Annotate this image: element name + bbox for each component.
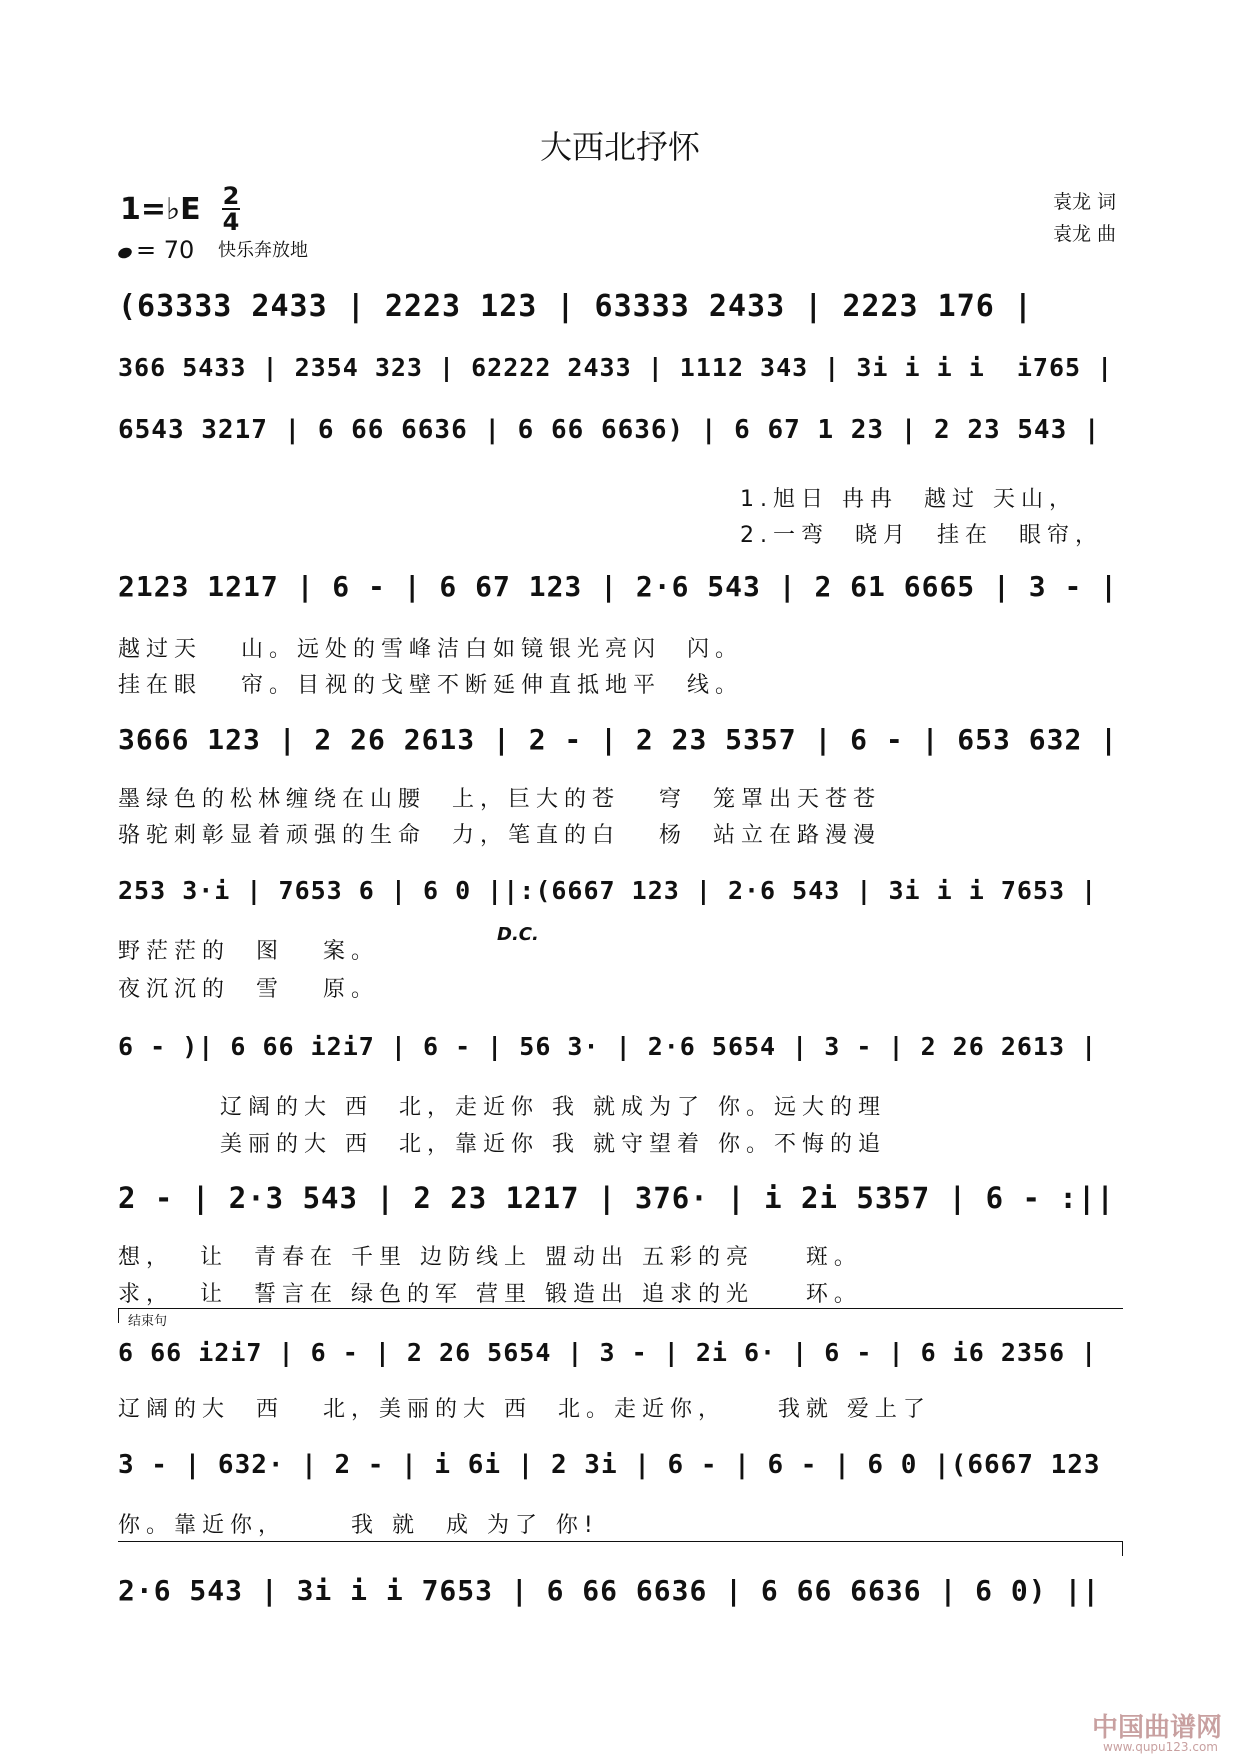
dc-mark: D.C. bbox=[497, 924, 539, 945]
notation-row-2 bbox=[118, 345, 1122, 391]
notation-row-3 bbox=[118, 407, 1122, 453]
notation-row-8 bbox=[118, 1175, 1122, 1221]
notation-text: 6 66 i2i7 | 6 - | 2 26 5654 | 3 - | 2i 6· | 6 - | 6 i6 2356 | bbox=[118, 1338, 1098, 1367]
lyric-verse-1-line: 1.旭日 冉冉 越过 天山， bbox=[740, 487, 1077, 512]
coda-label: 结束句 bbox=[128, 1314, 168, 1329]
notation-row-5 bbox=[118, 717, 1122, 763]
tempo-value: = 70 bbox=[136, 236, 195, 264]
notation-text: 366 5433 | 2354 323 | 62222 2433 | 1112 343 | 3i i i i i765 | bbox=[118, 353, 1114, 382]
site-watermark-url: www.qupu123.com bbox=[1103, 1740, 1218, 1754]
notation-text: 253 3·i | 7653 6 | 6 0 ||:(6667 123 | 2·6 543 | 3i i i 7653 | bbox=[118, 876, 1098, 905]
notation-row-11 bbox=[118, 1568, 1122, 1614]
notation-text: 3 - | 632· | 2 - | i 6i | 2 3i | 6 - | 6 - | 6 0 |(6667 123 bbox=[118, 1450, 1101, 1480]
song-title: 大西北抒怀 bbox=[539, 128, 700, 166]
notation-row-7 bbox=[118, 1024, 1122, 1070]
notation-row-10 bbox=[118, 1442, 1122, 1488]
notation-text: 6 - )| 6 66 i2i7 | 6 - | 56 3· | 2·6 5654 | 3 - | 2 26 2613 | bbox=[118, 1032, 1098, 1061]
time-signature-bottom: 4 bbox=[222, 208, 240, 236]
lyricist-credit: 袁龙 词 bbox=[1052, 191, 1116, 213]
lyric-verse-1-line: 越过天 山。远处的雪峰洁白如镜银光亮闪 闪。 bbox=[118, 637, 743, 662]
time-signature-top: 2 bbox=[222, 182, 240, 210]
lyric-verse-2-line: 夜沉沉的 雪 原。 bbox=[118, 977, 379, 1002]
credits bbox=[1053, 186, 1116, 250]
notation-text: 2 - | 2·3 543 | 2 23 1217 | 376· | i 2i 5357 | 6 - :|| bbox=[118, 1181, 1115, 1215]
lyric-verse-1-line: 想， 让 青春在 千里 边防线上 盟动出 五彩的亮 斑。 bbox=[118, 1245, 862, 1270]
notation-text: (63333 2433 | 2223 123 | 63333 2433 | 2223 176 | bbox=[118, 289, 1033, 324]
lyric-verse-2-line: 骆驼刺彰显着顽强的生命 力，笔直的白 杨 站立在路漫漫 bbox=[118, 823, 881, 848]
time-signature bbox=[222, 184, 240, 234]
composer-credit: 袁龙 曲 bbox=[1052, 223, 1116, 245]
notation-row-9 bbox=[118, 1330, 1122, 1376]
lyric-verse-1-line: 辽阔的大 西 北，走近你 我 就成为了 你。远大的理 bbox=[220, 1095, 886, 1120]
notation-row-1 bbox=[118, 284, 1122, 330]
key-signature: 1=♭E bbox=[120, 192, 201, 227]
notation-row-6 bbox=[118, 868, 1122, 914]
quarter-note-icon bbox=[117, 246, 134, 260]
notation-text: 6543 3217 | 6 66 6636 | 6 66 6636) | 6 67 1 23 | 2 23 543 | bbox=[118, 415, 1101, 445]
lyric-verse-2-line: 美丽的大 西 北，靠近你 我 就守望着 你。不悔的追 bbox=[220, 1132, 886, 1157]
lyric-coda-line: 你。靠近你， 我 就 成 为了 你! bbox=[118, 1513, 599, 1538]
notation-text: 3666 123 | 2 26 2613 | 2 - | 2 23 5357 | 6 - | 653 632 | bbox=[118, 723, 1119, 756]
ending-bracket bbox=[118, 1541, 1123, 1556]
tempo-marking bbox=[118, 236, 194, 264]
notation-row-4 bbox=[118, 564, 1122, 610]
lyric-verse-1-line: 野茫茫的 图 案。 bbox=[118, 939, 379, 964]
notation-text: 2123 1217 | 6 - | 6 67 123 | 2·6 543 | 2 61 6665 | 3 - | bbox=[118, 570, 1119, 603]
lyric-verse-2-line: 2.一弯 晓月 挂在 眼帘， bbox=[740, 523, 1103, 548]
coda-bracket bbox=[118, 1308, 1123, 1323]
notation-text: 2·6 543 | 3i i i 7653 | 6 66 6636 | 6 66 6636 | 6 0) || bbox=[118, 1574, 1101, 1607]
lyric-verse-2-line: 求， 让 誓言在 绿色的军 营里 锻造出 追求的光 环。 bbox=[118, 1282, 862, 1307]
site-watermark: 中国曲谱网 bbox=[1091, 1713, 1222, 1743]
lyric-verse-1-line: 墨绿色的松林缠绕在山腰 上，巨大的苍 穹 笼罩出天苍苍 bbox=[118, 787, 881, 812]
expression-marking: 快乐奔放地 bbox=[218, 240, 308, 261]
lyric-verse-2-line: 挂在眼 帘。目视的戈壁不断延伸直抵地平 线。 bbox=[118, 673, 743, 698]
lyric-coda-line: 辽阔的大 西 北，美丽的大 西 北。走近你， 我就 爱上了 bbox=[118, 1397, 931, 1422]
